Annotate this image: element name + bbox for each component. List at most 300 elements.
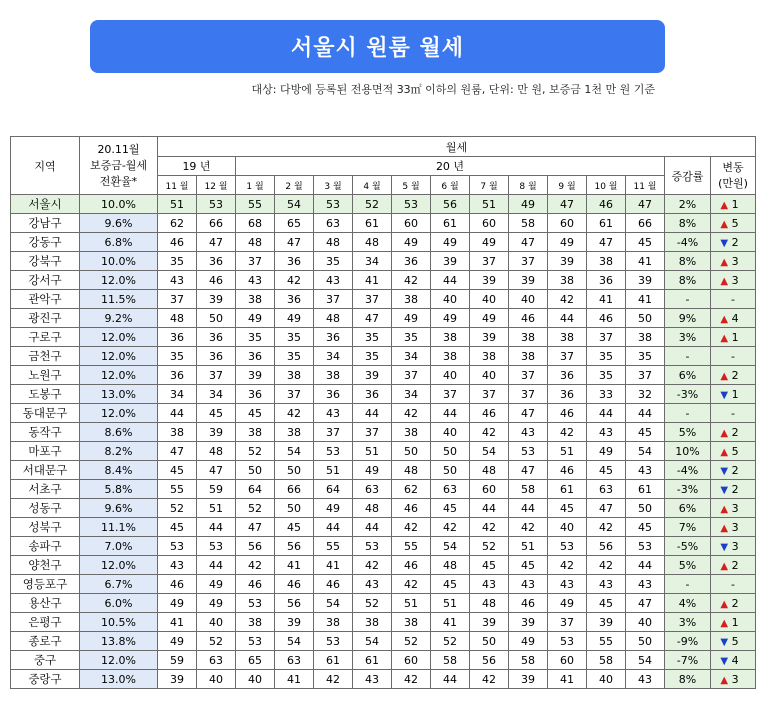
change-cell: [711, 670, 756, 689]
change-value: 1: [731, 197, 739, 211]
up-triangle-icon: ▲: [720, 256, 729, 268]
rent-value-cell: 39: [197, 423, 236, 442]
region-cell: 강서구: [11, 271, 80, 290]
rent-value-cell: 38: [626, 328, 665, 347]
rent-value-cell: 51: [431, 594, 470, 613]
rent-value-cell: 39: [548, 252, 587, 271]
rent-value-cell: 39: [509, 670, 548, 689]
increase-rate-cell: -7%: [665, 651, 711, 670]
change-cell: [711, 594, 756, 613]
rent-value-cell: 49: [197, 594, 236, 613]
rent-value-cell: 43: [548, 575, 587, 594]
rent-value-cell: 39: [509, 271, 548, 290]
header-rate-line1: 20.11월: [97, 142, 140, 156]
change-value: 3: [731, 672, 739, 686]
header-month: 1 월: [236, 176, 275, 195]
rent-value-cell: 53: [509, 442, 548, 461]
up-triangle-icon: ▲: [720, 674, 729, 686]
table-row: [11, 461, 756, 480]
rent-value-cell: 36: [236, 347, 275, 366]
rent-value-cell: 49: [392, 309, 431, 328]
change-value: 2: [731, 558, 739, 572]
rent-value-cell: 49: [158, 632, 197, 651]
rent-value-cell: 45: [158, 461, 197, 480]
rent-value-cell: 50: [197, 309, 236, 328]
down-triangle-icon: ▼: [720, 541, 729, 553]
change-cell: [711, 271, 756, 290]
rent-value-cell: 38: [392, 290, 431, 309]
rent-value-cell: 61: [548, 480, 587, 499]
rent-value-cell: 37: [548, 613, 587, 632]
rent-value-cell: 41: [626, 290, 665, 309]
rent-value-cell: 37: [470, 252, 509, 271]
rent-value-cell: 40: [470, 290, 509, 309]
rent-value-cell: 49: [314, 499, 353, 518]
rent-value-cell: 35: [353, 328, 392, 347]
header-month: 3 월: [314, 176, 353, 195]
rent-value-cell: 35: [587, 347, 626, 366]
rent-value-cell: 61: [314, 651, 353, 670]
rent-value-cell: 41: [158, 613, 197, 632]
rent-value-cell: 37: [158, 290, 197, 309]
rent-value-cell: 60: [392, 214, 431, 233]
rent-value-cell: 35: [236, 328, 275, 347]
rent-value-cell: 55: [314, 537, 353, 556]
rent-value-cell: 39: [275, 613, 314, 632]
rent-value-cell: 36: [197, 328, 236, 347]
rent-value-cell: 64: [314, 480, 353, 499]
rent-value-cell: 61: [587, 214, 626, 233]
up-triangle-icon: ▲: [720, 275, 729, 287]
down-triangle-icon: ▼: [720, 465, 729, 477]
table-row: [11, 480, 756, 499]
rent-value-cell: 36: [158, 366, 197, 385]
table-row: [11, 309, 756, 328]
rent-value-cell: 63: [587, 480, 626, 499]
rent-value-cell: 58: [509, 651, 548, 670]
rent-value-cell: 47: [236, 518, 275, 537]
rent-value-cell: 44: [431, 670, 470, 689]
down-triangle-icon: ▼: [720, 655, 729, 667]
header-rate-line3: 전환율*: [99, 174, 138, 188]
region-cell: 강남구: [11, 214, 80, 233]
rent-value-cell: 43: [626, 670, 665, 689]
increase-rate-cell: -5%: [665, 537, 711, 556]
rent-value-cell: 41: [587, 290, 626, 309]
table-row: [11, 537, 756, 556]
header-month: 9 월: [548, 176, 587, 195]
rent-value-cell: 36: [197, 347, 236, 366]
rent-value-cell: 53: [158, 537, 197, 556]
rent-value-cell: 37: [314, 423, 353, 442]
change-cell: [711, 404, 756, 423]
title-banner: [90, 20, 665, 73]
rent-value-cell: 46: [470, 404, 509, 423]
rent-value-cell: 40: [431, 423, 470, 442]
down-triangle-icon: ▼: [720, 636, 729, 648]
rent-value-cell: 53: [236, 632, 275, 651]
increase-rate-cell: 8%: [665, 252, 711, 271]
rent-value-cell: 61: [353, 651, 392, 670]
rent-value-cell: 50: [626, 632, 665, 651]
change-value: 3: [731, 539, 739, 553]
rent-value-cell: 38: [314, 613, 353, 632]
rent-value-cell: 34: [158, 385, 197, 404]
rent-value-cell: 42: [470, 423, 509, 442]
rent-value-cell: 38: [353, 613, 392, 632]
region-cell: 동작구: [11, 423, 80, 442]
change-value: 5: [731, 444, 739, 458]
change-value: -: [731, 292, 735, 306]
rent-value-cell: 47: [275, 233, 314, 252]
increase-rate-cell: 6%: [665, 499, 711, 518]
rent-value-cell: 46: [587, 309, 626, 328]
rent-value-cell: 53: [314, 195, 353, 214]
header-conversion-rate: [80, 137, 158, 195]
rent-value-cell: 51: [158, 195, 197, 214]
rent-value-cell: 48: [197, 442, 236, 461]
rent-value-cell: 49: [431, 233, 470, 252]
rent-value-cell: 37: [509, 385, 548, 404]
rent-value-cell: 48: [314, 309, 353, 328]
rent-value-cell: 47: [509, 233, 548, 252]
rent-value-cell: 42: [392, 670, 431, 689]
rent-value-cell: 39: [470, 271, 509, 290]
region-cell: 중랑구: [11, 670, 80, 689]
table-row: [11, 575, 756, 594]
increase-rate-cell: 8%: [665, 670, 711, 689]
rent-value-cell: 39: [353, 366, 392, 385]
rent-value-cell: 51: [392, 594, 431, 613]
change-cell: [711, 442, 756, 461]
conversion-rate-cell: 8.6%: [80, 423, 158, 442]
up-triangle-icon: ▲: [720, 427, 729, 439]
conversion-rate-cell: 9.2%: [80, 309, 158, 328]
rent-value-cell: 59: [158, 651, 197, 670]
header-year-20: 20 년: [236, 157, 665, 176]
rent-value-cell: 35: [626, 347, 665, 366]
rent-value-cell: 52: [197, 632, 236, 651]
rent-value-cell: 37: [548, 347, 587, 366]
rent-value-cell: 49: [548, 594, 587, 613]
rent-value-cell: 48: [353, 499, 392, 518]
rent-value-cell: 42: [236, 556, 275, 575]
rent-value-cell: 49: [353, 461, 392, 480]
rent-value-cell: 54: [626, 442, 665, 461]
change-cell: [711, 214, 756, 233]
header-change-line1: 변동: [722, 160, 744, 174]
rent-value-cell: 38: [431, 328, 470, 347]
rent-value-cell: 34: [392, 385, 431, 404]
rent-value-cell: 58: [509, 214, 548, 233]
region-cell: 중구: [11, 651, 80, 670]
rent-value-cell: 37: [353, 423, 392, 442]
change-value: 2: [731, 425, 739, 439]
rent-value-cell: 46: [236, 575, 275, 594]
table-row: [11, 271, 756, 290]
subtitle: 대상: 다방에 등록된 전용면적 33㎡ 이하의 원룸, 단위: 만 원, 보증금 1천 만 원 기준: [251, 83, 655, 96]
table-row: [11, 594, 756, 613]
conversion-rate-cell: 12.0%: [80, 404, 158, 423]
rent-value-cell: 61: [353, 214, 392, 233]
change-cell: [711, 233, 756, 252]
conversion-rate-cell: 12.0%: [80, 366, 158, 385]
rent-value-cell: 38: [275, 423, 314, 442]
rent-value-cell: 55: [158, 480, 197, 499]
rent-value-cell: 32: [626, 385, 665, 404]
increase-rate-cell: 10%: [665, 442, 711, 461]
rent-value-cell: 52: [392, 632, 431, 651]
table-row: [11, 195, 756, 214]
region-cell: 광진구: [11, 309, 80, 328]
region-cell: 동대문구: [11, 404, 80, 423]
change-cell: [711, 575, 756, 594]
header-month: 2 월: [275, 176, 314, 195]
change-cell: [711, 309, 756, 328]
change-cell: [711, 328, 756, 347]
rent-value-cell: 47: [158, 442, 197, 461]
rent-value-cell: 52: [431, 632, 470, 651]
increase-rate-cell: 3%: [665, 328, 711, 347]
rent-value-cell: 44: [314, 518, 353, 537]
rent-value-cell: 44: [587, 404, 626, 423]
rent-value-cell: 49: [587, 442, 626, 461]
rent-value-cell: 65: [236, 651, 275, 670]
rent-value-cell: 44: [197, 556, 236, 575]
region-cell: 강동구: [11, 233, 80, 252]
up-triangle-icon: ▲: [720, 218, 729, 230]
rent-value-cell: 56: [587, 537, 626, 556]
rent-value-cell: 63: [353, 480, 392, 499]
rent-value-cell: 37: [236, 252, 275, 271]
up-triangle-icon: ▲: [720, 522, 729, 534]
table-row: [11, 347, 756, 366]
rent-value-cell: 50: [275, 499, 314, 518]
rent-value-cell: 58: [509, 480, 548, 499]
rent-value-cell: 36: [314, 328, 353, 347]
rent-value-cell: 35: [275, 347, 314, 366]
header-increase: 증감률: [665, 157, 711, 195]
rent-value-cell: 42: [353, 556, 392, 575]
conversion-rate-cell: 12.0%: [80, 556, 158, 575]
change-cell: [711, 252, 756, 271]
region-cell: 구로구: [11, 328, 80, 347]
region-cell: 강북구: [11, 252, 80, 271]
rent-value-cell: 54: [353, 632, 392, 651]
header-year-19: 19 년: [158, 157, 236, 176]
rent-value-cell: 42: [587, 556, 626, 575]
rent-value-cell: 34: [314, 347, 353, 366]
rent-value-cell: 35: [158, 252, 197, 271]
table-row: [11, 252, 756, 271]
rent-value-cell: 37: [509, 366, 548, 385]
change-value: 2: [731, 463, 739, 477]
rent-value-cell: 34: [197, 385, 236, 404]
rent-value-cell: 40: [470, 366, 509, 385]
rent-value-cell: 39: [158, 670, 197, 689]
region-cell: 관악구: [11, 290, 80, 309]
rent-value-cell: 51: [197, 499, 236, 518]
rent-value-cell: 53: [353, 537, 392, 556]
rent-value-cell: 37: [431, 385, 470, 404]
rent-value-cell: 36: [236, 385, 275, 404]
region-cell: 종로구: [11, 632, 80, 651]
rent-value-cell: 53: [314, 632, 353, 651]
rent-value-cell: 63: [197, 651, 236, 670]
increase-rate-cell: 4%: [665, 594, 711, 613]
table-row: [11, 423, 756, 442]
header-month: 12 월: [197, 176, 236, 195]
rent-value-cell: 39: [431, 252, 470, 271]
conversion-rate-cell: 12.0%: [80, 328, 158, 347]
rent-value-cell: 47: [587, 499, 626, 518]
rent-value-cell: 54: [470, 442, 509, 461]
rent-value-cell: 55: [236, 195, 275, 214]
up-triangle-icon: ▲: [720, 370, 729, 382]
rent-value-cell: 54: [431, 537, 470, 556]
rent-value-cell: 40: [509, 290, 548, 309]
table-row: [11, 442, 756, 461]
increase-rate-cell: 5%: [665, 556, 711, 575]
increase-rate-cell: 8%: [665, 271, 711, 290]
increase-rate-cell: 8%: [665, 214, 711, 233]
conversion-rate-cell: 10.0%: [80, 195, 158, 214]
header-rate-line2: 보증금-월세: [89, 158, 148, 172]
rent-value-cell: 58: [431, 651, 470, 670]
rent-value-cell: 46: [548, 461, 587, 480]
rent-value-cell: 35: [353, 347, 392, 366]
rent-value-cell: 41: [548, 670, 587, 689]
rent-value-cell: 39: [197, 290, 236, 309]
change-value: 3: [731, 273, 739, 287]
increase-rate-cell: -3%: [665, 480, 711, 499]
header-change: [711, 157, 756, 195]
rent-value-cell: 66: [197, 214, 236, 233]
rent-value-cell: 36: [275, 290, 314, 309]
increase-rate-cell: -4%: [665, 233, 711, 252]
table-row: [11, 499, 756, 518]
down-triangle-icon: ▼: [720, 484, 729, 496]
rent-value-cell: 64: [236, 480, 275, 499]
rent-value-cell: 41: [275, 670, 314, 689]
conversion-rate-cell: 6.7%: [80, 575, 158, 594]
rent-value-cell: 45: [509, 556, 548, 575]
rent-value-cell: 37: [275, 385, 314, 404]
change-value: 1: [731, 387, 739, 401]
conversion-rate-cell: 13.0%: [80, 670, 158, 689]
rent-value-cell: 53: [548, 632, 587, 651]
change-value: -: [731, 406, 735, 420]
rent-value-cell: 43: [158, 556, 197, 575]
rent-value-cell: 48: [353, 233, 392, 252]
rent-value-cell: 39: [626, 271, 665, 290]
rent-value-cell: 52: [236, 442, 275, 461]
change-value: -: [731, 349, 735, 363]
rent-value-cell: 68: [236, 214, 275, 233]
rent-value-cell: 35: [314, 252, 353, 271]
rent-value-cell: 45: [275, 518, 314, 537]
rent-value-cell: 36: [587, 271, 626, 290]
rent-value-cell: 41: [353, 271, 392, 290]
rent-value-cell: 50: [275, 461, 314, 480]
rent-value-cell: 54: [275, 442, 314, 461]
rent-value-cell: 41: [626, 252, 665, 271]
rent-value-cell: 43: [626, 575, 665, 594]
rent-value-cell: 56: [431, 195, 470, 214]
change-value: 3: [731, 520, 739, 534]
rent-value-cell: 58: [587, 651, 626, 670]
increase-rate-cell: 7%: [665, 518, 711, 537]
rent-value-cell: 56: [275, 537, 314, 556]
rent-value-cell: 38: [392, 613, 431, 632]
rent-value-cell: 36: [353, 385, 392, 404]
rent-value-cell: 45: [626, 233, 665, 252]
rent-value-cell: 38: [236, 290, 275, 309]
rent-value-cell: 60: [470, 480, 509, 499]
region-cell: 성동구: [11, 499, 80, 518]
rent-value-cell: 44: [548, 309, 587, 328]
increase-rate-cell: 6%: [665, 366, 711, 385]
conversion-rate-cell: 8.4%: [80, 461, 158, 480]
rent-value-cell: 44: [470, 499, 509, 518]
rent-value-cell: 47: [626, 594, 665, 613]
rent-value-cell: 66: [275, 480, 314, 499]
increase-rate-cell: -: [665, 290, 711, 309]
rent-value-cell: 50: [470, 632, 509, 651]
conversion-rate-cell: 12.0%: [80, 271, 158, 290]
rent-value-cell: 42: [431, 518, 470, 537]
rent-value-cell: 44: [158, 404, 197, 423]
conversion-rate-cell: 9.6%: [80, 214, 158, 233]
rent-value-cell: 53: [236, 594, 275, 613]
conversion-rate-cell: 10.0%: [80, 252, 158, 271]
rent-value-cell: 50: [626, 309, 665, 328]
region-cell: 양천구: [11, 556, 80, 575]
region-cell: 성북구: [11, 518, 80, 537]
rent-value-cell: 49: [236, 309, 275, 328]
rent-value-cell: 37: [626, 366, 665, 385]
rent-value-cell: 42: [392, 575, 431, 594]
rent-value-cell: 38: [431, 347, 470, 366]
rent-value-cell: 47: [197, 233, 236, 252]
conversion-rate-cell: 5.8%: [80, 480, 158, 499]
increase-rate-cell: 3%: [665, 613, 711, 632]
change-value: 5: [731, 216, 739, 230]
header-region: 지역: [11, 137, 80, 195]
rent-value-cell: 35: [587, 366, 626, 385]
rent-value-cell: 43: [158, 271, 197, 290]
region-cell: 노원구: [11, 366, 80, 385]
rent-value-cell: 44: [626, 404, 665, 423]
rent-value-cell: 40: [548, 518, 587, 537]
rent-value-cell: 49: [431, 309, 470, 328]
header-month: 11 월: [158, 176, 197, 195]
rent-value-cell: 43: [314, 271, 353, 290]
table-row: [11, 366, 756, 385]
up-triangle-icon: ▲: [720, 503, 729, 515]
rent-value-cell: 39: [509, 613, 548, 632]
rent-value-cell: 41: [275, 556, 314, 575]
rent-value-cell: 38: [275, 366, 314, 385]
header-month: 4 월: [353, 176, 392, 195]
change-cell: [711, 499, 756, 518]
rent-value-cell: 47: [509, 404, 548, 423]
conversion-rate-cell: 12.0%: [80, 651, 158, 670]
rent-value-cell: 50: [392, 442, 431, 461]
rent-value-cell: 39: [470, 328, 509, 347]
change-value: -: [731, 577, 735, 591]
rent-value-cell: 42: [275, 271, 314, 290]
